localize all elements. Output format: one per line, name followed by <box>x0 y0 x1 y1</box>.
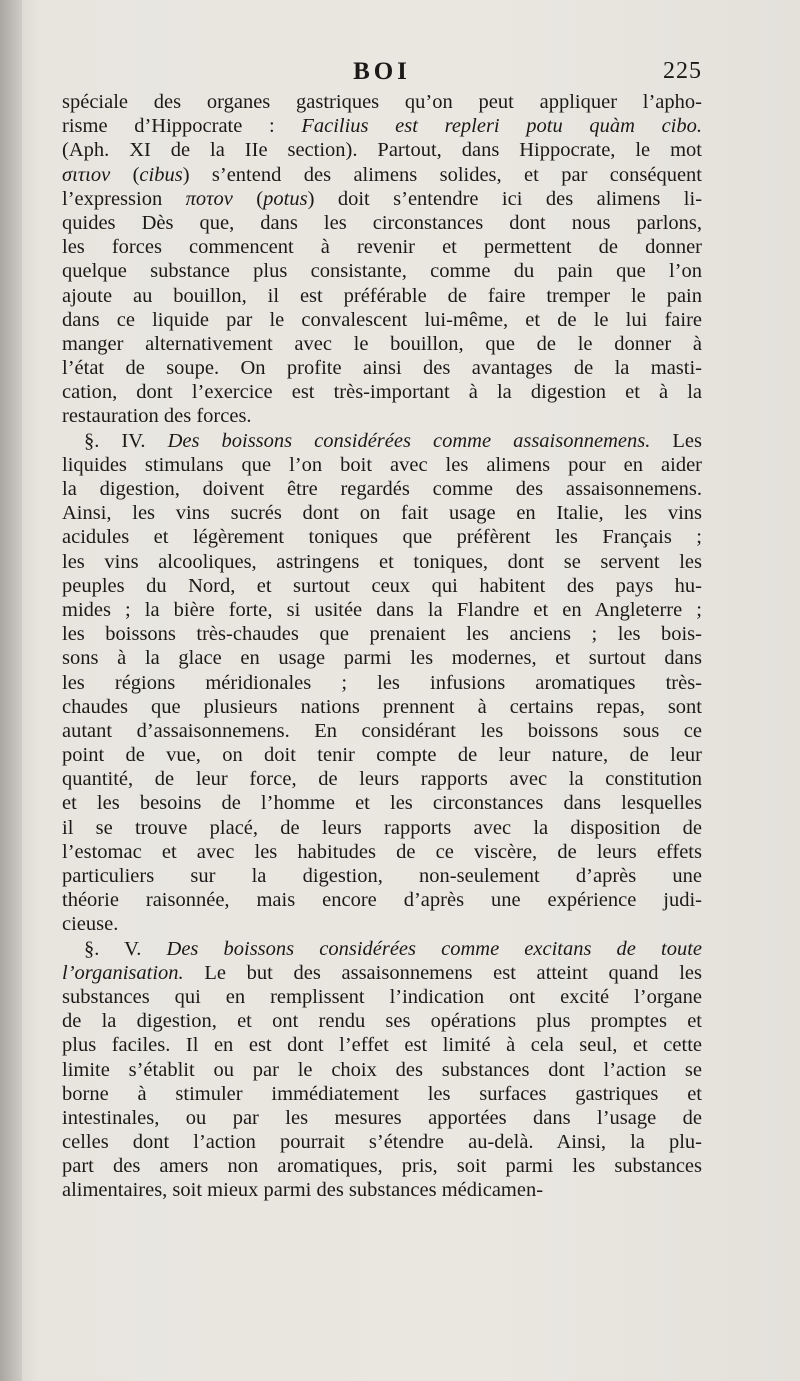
text-line <box>62 1033 702 1057</box>
text-run: dans ce liquide par le convalescent lui-même, et de le lui faire <box>62 308 702 331</box>
text-run: l’expression <box>62 187 186 210</box>
text-run: alimentaires, soit mieux parmi des substances médicamen- <box>62 1179 544 1202</box>
text-line <box>62 429 702 453</box>
text-run: §. V. <box>84 937 167 960</box>
text-run: les forces commencent à revenir et permettent de donner <box>62 236 702 259</box>
text-run: ) doit s’entendre ici des alimens li- <box>307 187 703 210</box>
text-line <box>62 235 702 259</box>
text-run: cieuse. <box>62 913 119 936</box>
text-run: acidules et légèrement toniques que préfèrent les Français ; <box>62 526 702 549</box>
text-line <box>62 1106 702 1130</box>
text-line <box>62 1178 702 1202</box>
text-run: intestinales, ou par les mesures apportées dans l’usage de <box>62 1106 702 1129</box>
text-run: autant d’assaisonnemens. En considérant les boissons sous ce <box>62 719 702 742</box>
italic-run: Des boissons considérées comme excitans de toute <box>166 937 702 960</box>
text-run: quantité, de leur force, de leurs rapports avec la constitution <box>62 768 702 791</box>
text-run: spéciale des organes gastriques qu’on peut appliquer l’apho- <box>62 91 702 113</box>
text-line <box>62 138 702 162</box>
text-run: ( <box>232 187 264 210</box>
text-run: les régions méridionales ; les infusions aromatiques très- <box>62 671 702 694</box>
text-run: sons à la glace en usage parmi les modernes, et surtout dans <box>62 647 702 670</box>
text-line <box>62 767 702 791</box>
body-text <box>62 90 702 1203</box>
text-run: Le but des assaisonnemens est atteint quand les <box>183 961 702 984</box>
text-run: les boissons très-chaudes que prenaient les anciens ; les bois- <box>62 623 702 646</box>
text-run: (Aph. XI de la IIe section). Partout, dans Hippocrate, le mot <box>62 139 702 162</box>
text-run: ( <box>110 163 140 186</box>
text-line <box>62 816 702 840</box>
text-run: celles dont l’action pourrait s’étendre au-delà. Ainsi, la plu- <box>62 1131 702 1154</box>
text-line <box>62 1130 702 1154</box>
text-run: quelque substance plus consistante, comme du pain que l’on <box>62 260 702 283</box>
italic-run: σιτιον <box>62 163 111 186</box>
text-run: chaudes que plusieurs nations prennent à certains repas, sont <box>62 695 702 718</box>
text-line <box>62 187 702 211</box>
running-header <box>62 58 702 92</box>
text-line <box>62 840 702 864</box>
text-run: Les <box>650 429 702 452</box>
text-line <box>62 211 702 235</box>
text-run: restauration des forces. <box>62 405 252 428</box>
text-run: ) s’entend des alimens solides, et par conséquent <box>182 163 703 186</box>
text-run: Ainsi, les vins sucrés dont on fait usage en Italie, les vins <box>62 502 702 525</box>
text-run: substances qui en remplissent l’indication ont excité l’organe <box>62 985 702 1008</box>
text-run: ajoute au bouillon, il est préférable de faire tremper le pain <box>62 284 702 307</box>
italic-run: Des boissons considérées comme assaisonnemens. <box>167 429 651 452</box>
text-line <box>62 356 702 380</box>
text-line <box>62 114 702 138</box>
text-run: particuliers sur la digestion, non-seulement d’après une <box>62 865 702 887</box>
italic-run: l’organisation. <box>62 961 184 984</box>
text-line <box>62 90 702 114</box>
text-line <box>62 937 702 961</box>
text-run: manger alternativement avec le bouillon, que de le donner à <box>62 332 702 355</box>
italic-run: ποτον <box>185 187 233 210</box>
text-line <box>62 404 702 428</box>
text-run: cation, dont l’exercice est très-important à la digestion et à la <box>62 381 702 404</box>
text-line <box>62 259 702 283</box>
text-line <box>62 719 702 743</box>
text-run: la digestion, doivent être regardés comme des assaisonnemens. <box>62 478 702 500</box>
text-run: §. IV. <box>84 429 168 452</box>
text-line <box>62 791 702 815</box>
text-run: point de vue, on doit tenir compte de leur nature, de leur <box>62 744 702 767</box>
text-run: borne à stimuler immédiatement les surfaces gastriques et <box>62 1082 702 1105</box>
text-line <box>62 308 702 332</box>
text-line <box>62 671 702 695</box>
text-line <box>62 550 702 574</box>
text-line <box>62 961 702 985</box>
italic-run: Facilius est repleri potu quàm cibo. <box>301 115 702 138</box>
text-line <box>62 284 702 308</box>
text-run: l’état de soupe. On profite ainsi des avantages de la masti- <box>62 357 702 380</box>
text-line <box>62 695 702 719</box>
running-title: BOI <box>353 58 411 85</box>
text-run: peuples du Nord, et surtout ceux qui habitent des pays hu- <box>62 574 702 597</box>
text-line <box>62 163 702 187</box>
text-line <box>62 1154 702 1178</box>
page-number: 225 <box>663 58 702 84</box>
text-line <box>62 646 702 670</box>
text-run: les vins alcooliques, astringens et toniques, dont se servent les <box>62 550 702 573</box>
text-line <box>62 332 702 356</box>
text-run: limite s’établit ou par le choix des substances dont l’action se <box>62 1058 702 1081</box>
italic-run: cibus <box>139 163 183 186</box>
text-run: théorie raisonnée, mais encore d’après une expérience judi- <box>62 889 702 912</box>
text-run: et les besoins de l’homme et les circonstances dans lesquelles <box>62 792 702 815</box>
text-run: mides ; la bière forte, si usitée dans la Flandre et en Angleterre ; <box>62 598 702 621</box>
text-run: quides Dès que, dans les circonstances dont nous parlons, <box>62 211 702 234</box>
text-line <box>62 1082 702 1106</box>
text-run: liquides stimulans que l’on boit avec les alimens pour en aider <box>62 453 702 476</box>
text-line <box>62 888 702 912</box>
text-line <box>62 380 702 404</box>
text-line <box>62 598 702 622</box>
text-run: risme d’Hippocrate : <box>62 115 302 138</box>
text-line <box>62 985 702 1009</box>
text-line <box>62 477 702 501</box>
text-run: il se trouve placé, de leurs rapports avec la disposition de <box>62 816 702 839</box>
text-line <box>62 501 702 525</box>
text-run: l’estomac et avec les habitudes de ce viscère, de leurs effets <box>62 840 702 863</box>
text-line <box>62 622 702 646</box>
text-line <box>62 743 702 767</box>
text-line <box>62 525 702 549</box>
page-gutter <box>0 0 22 1381</box>
text-line <box>62 912 702 936</box>
text-run: de la digestion, et ont rendu ses opérations plus promptes et <box>62 1010 702 1033</box>
text-line <box>62 1058 702 1082</box>
text-line <box>62 1009 702 1033</box>
text-run: part des amers non aromatiques, pris, soit parmi les substances <box>62 1155 702 1178</box>
text-run: plus faciles. Il en est dont l’effet est limité à cela seul, et cette <box>62 1034 702 1057</box>
text-line <box>62 453 702 477</box>
text-line <box>62 574 702 598</box>
text-line <box>62 864 702 888</box>
italic-run: potus <box>263 187 308 210</box>
